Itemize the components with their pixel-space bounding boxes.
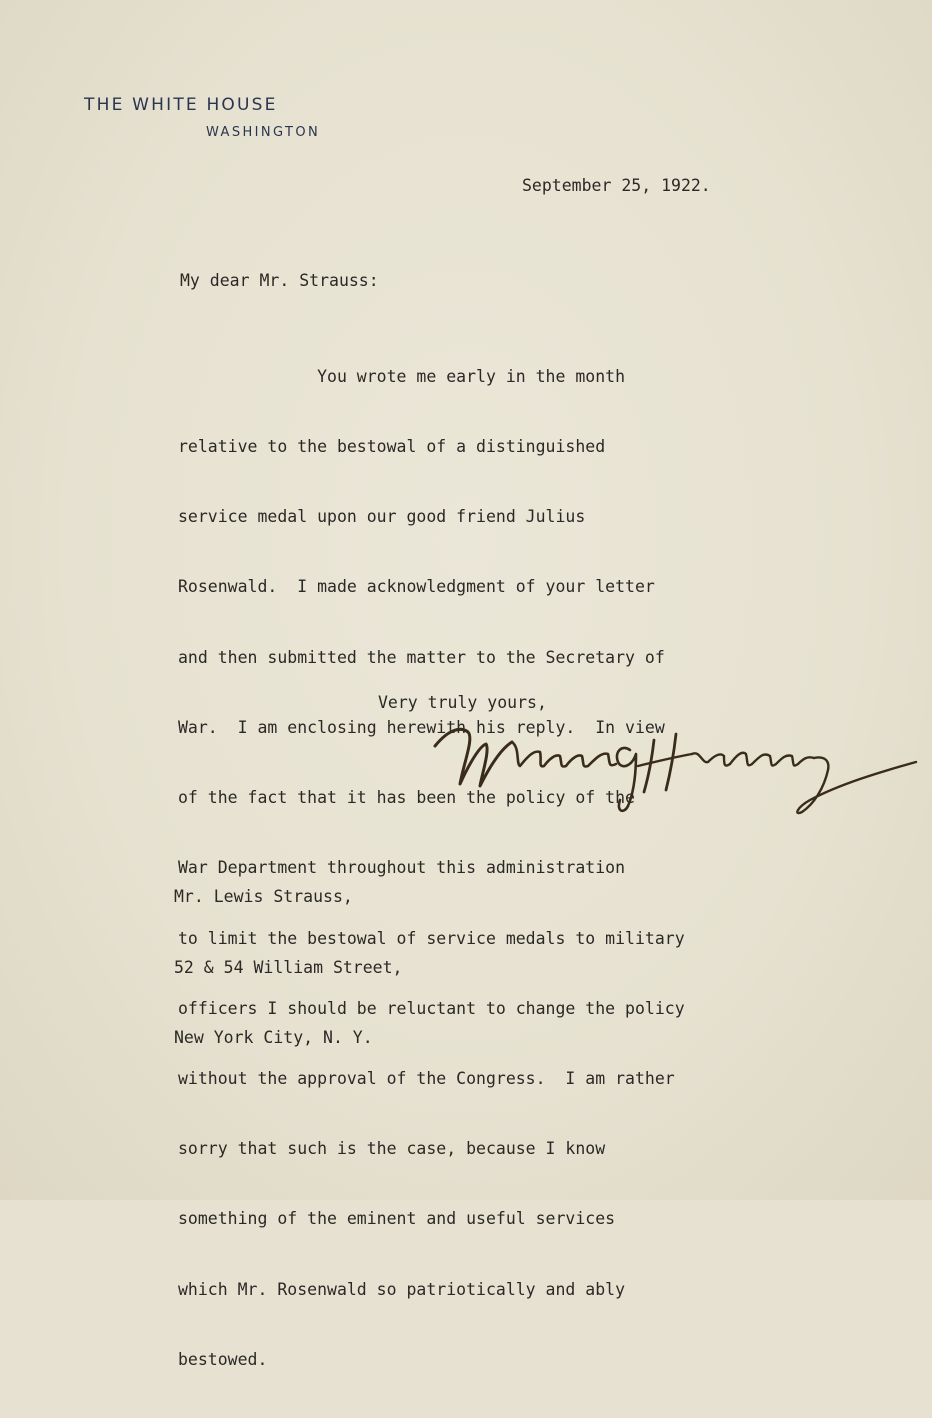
body-line: Rosenwald. I made acknowledgment of your letter — [178, 577, 655, 597]
body-line: which Mr. Rosenwald so patriotically and ably — [178, 1279, 626, 1299]
body-line: officers I should be reluctant to change the policy — [178, 998, 685, 1018]
address-line: Mr. Lewis Strauss, — [174, 887, 353, 906]
body-line: of the fact that it has been the policy of the — [178, 788, 635, 808]
body-line: You wrote me early in the month — [178, 366, 626, 386]
closing: Very truly yours, — [378, 693, 547, 712]
body-line: War Department throughout this administration — [178, 858, 626, 878]
signature — [430, 712, 920, 832]
body-line: to limit the bestowal of service medals to military — [178, 928, 685, 948]
letterhead-title: THE WHITE HOUSE — [84, 95, 278, 115]
body-line: without the approval of the Congress. I am rather — [178, 1069, 675, 1088]
body-line: something of the eminent and useful services — [178, 1209, 616, 1229]
body-line: relative to the bestowal of a distinguished — [178, 437, 606, 457]
address-line: New York City, N. Y. — [174, 1028, 373, 1047]
salutation: My dear Mr. Strauss: — [180, 271, 379, 290]
body-line: bestowed. — [178, 1349, 268, 1369]
body-line: War. I am enclosing herewith his reply. In view — [178, 717, 665, 737]
body-line: service medal upon our good friend Julius — [178, 507, 586, 527]
letter-date: September 25, 1922. — [522, 176, 711, 195]
recipient-address — [174, 838, 402, 1097]
body-line: and then submitted the matter to the Secretary of — [178, 647, 665, 667]
body-line: sorry that such is the case, because I know — [178, 1139, 606, 1159]
address-line: 52 & 54 William Street, — [174, 957, 403, 977]
letterhead-city: WASHINGTON — [206, 125, 321, 140]
